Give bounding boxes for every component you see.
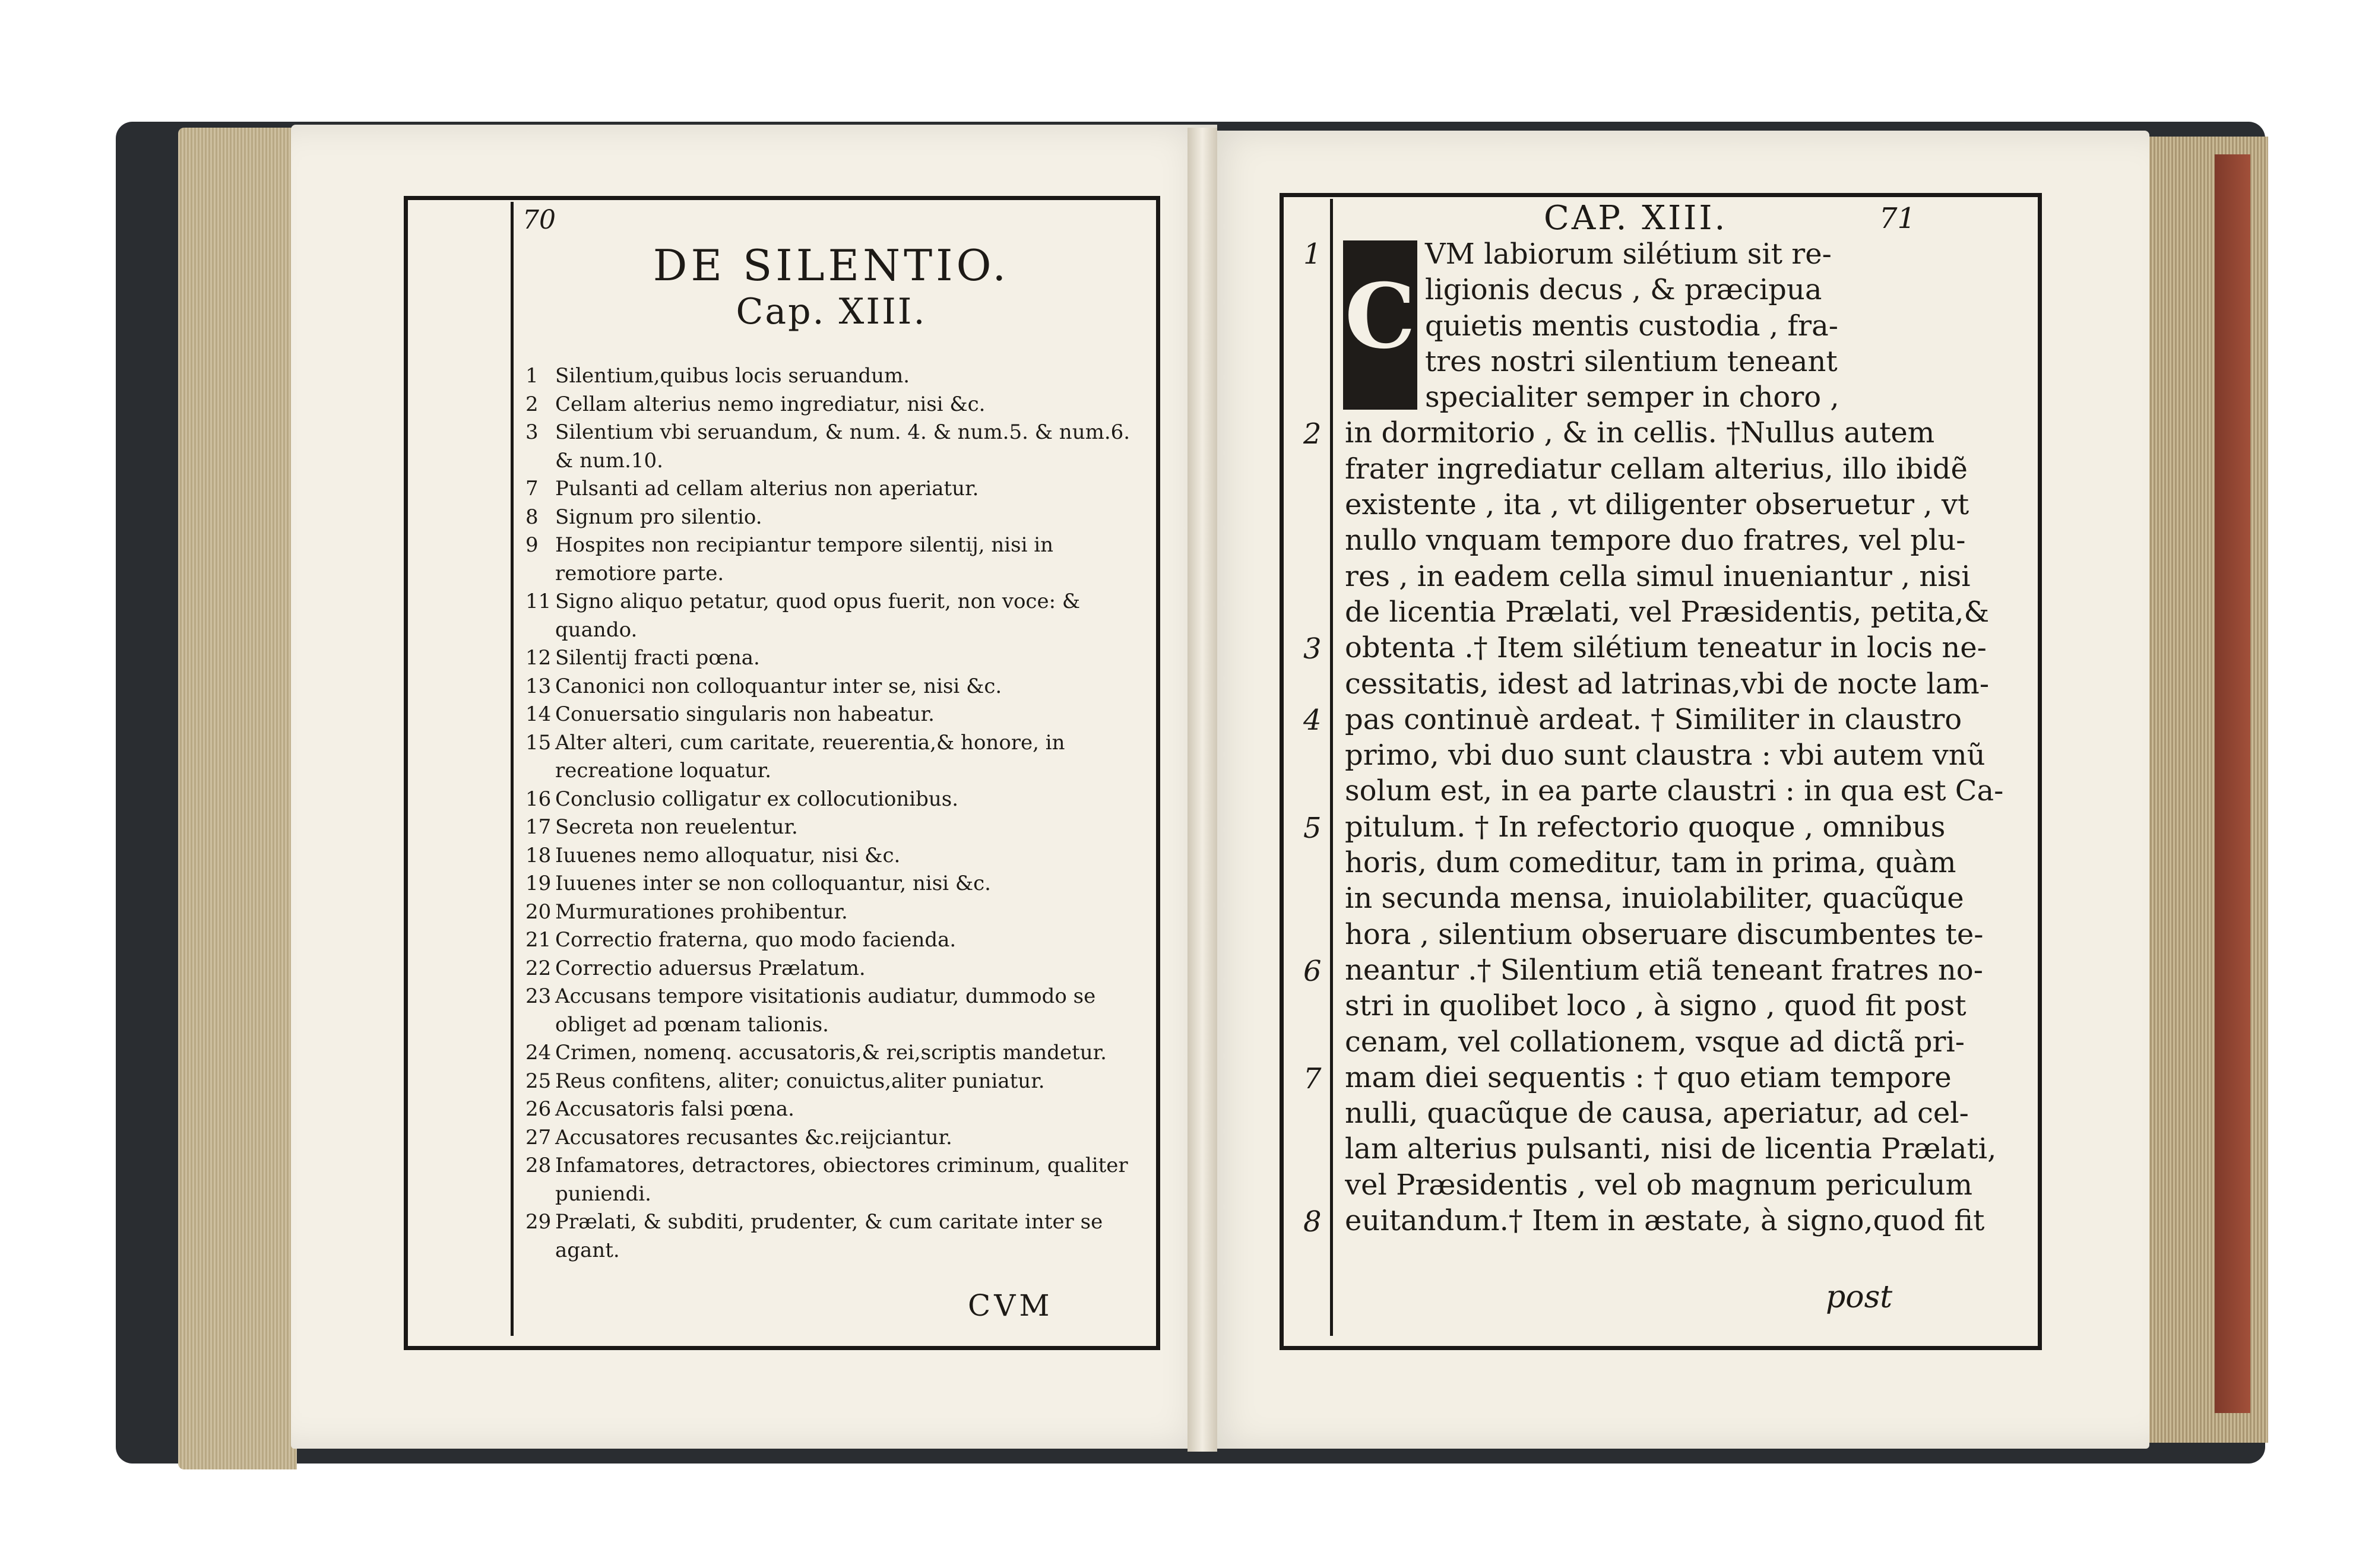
text-line: pas continuè ardeat. † Similiter in claustro <box>1345 702 1962 736</box>
list-item: 3 Silentium vbi seruandum, & num. 4. & num.5. & num.6. & num.10. <box>525 420 1130 473</box>
text-line: ligionis decus , & præcipua <box>1425 273 1822 307</box>
text-line: primo, vbi duo sunt claustra : vbi autem vnũ <box>1345 739 1986 772</box>
margin-number: 4 <box>1303 704 1322 737</box>
book-gutter <box>1188 128 1217 1452</box>
list-item: 23 Accusans tempore visitationis audiatur, dummodo se obliget ad pœnam talionis. <box>525 984 1096 1037</box>
list-item: 26 Accusatoris falsi pœna. <box>525 1097 794 1121</box>
list-item: 20 Murmurationes prohibentur. <box>525 899 848 924</box>
margin-number: 7 <box>1303 1062 1322 1095</box>
list-item: 16 Conclusio colligatur ex collocutionibus. <box>525 787 959 811</box>
margin-number: 2 <box>1303 417 1322 451</box>
left-catchword: CVM <box>968 1288 1053 1323</box>
text-line: quietis mentis custodia , fra- <box>1425 309 1838 343</box>
text-line: stri in quolibet loco , à signo , quod fit post <box>1345 989 1966 1023</box>
margin-number: 1 <box>1303 237 1322 271</box>
right-page-number: 71 <box>1879 202 1916 235</box>
text-line: existente , ita , vt diligenter obseruetur , vt <box>1345 488 1969 522</box>
list-item: 7 Pulsanti ad cellam alterius non aperiatur. <box>525 477 979 501</box>
list-item: 28 Infamatores, detractores, obiectores criminum, qualiter puniendi. <box>525 1154 1128 1206</box>
text-line: cessitatis, idest ad latrinas,vbi de nocte lam- <box>1345 667 1990 701</box>
text-line: obtenta .† Item silétium teneatur in locis ne- <box>1345 631 1987 665</box>
text-line: specialiter semper in choro , <box>1425 381 1839 414</box>
text-line: frater ingrediatur cellam alterius, illo ibidẽ <box>1345 452 1968 486</box>
margin-number: 8 <box>1303 1205 1322 1238</box>
text-line: hora , silentium obseruare discumbentes te- <box>1345 917 1984 951</box>
text-line: euitandum.† Item in æstate, à signo,quod fit <box>1345 1204 1985 1238</box>
text-line: vel Præsidentis , vel ob magnum periculum <box>1345 1168 1973 1202</box>
margin-number: 6 <box>1303 955 1322 988</box>
chapter-contents-list <box>525 362 1143 1265</box>
list-item: 25 Reus confitens, aliter; conuictus,aliter puniatur. <box>525 1069 1045 1093</box>
list-item: 12 Silentij fracti pœna. <box>525 646 760 670</box>
chapter-title: DE SILENTIO. <box>653 240 1010 290</box>
list-item: 9 Hospites non recipiantur tempore silentij, nisi in remotiore parte. <box>525 533 1054 585</box>
text-line: tres nostri silentium teneant <box>1425 344 1838 378</box>
margin-number: 5 <box>1303 812 1322 845</box>
text-line: horis, dum comeditur, tam in prima, quàm <box>1345 846 1956 880</box>
list-item: 14 Conuersatio singularis non habeatur. <box>525 702 935 726</box>
list-item: 11 Signo aliquo petatur, quod opus fuerit, non voce: & quando. <box>525 590 1081 642</box>
text-line: neantur .† Silentium etiã teneant fratres no- <box>1345 953 1983 987</box>
list-item: 15 Alter alteri, cum caritate, reuerentia,& honore, in recreatione loquatur. <box>525 730 1065 783</box>
list-item: 13 Canonici non colloquantur inter se, nisi &c. <box>525 674 1002 698</box>
list-item: 22 Correctio aduersus Prælatum. <box>525 956 866 980</box>
list-item: 8 Signum pro silentio. <box>525 505 762 529</box>
running-head: CAP. XIII. <box>1544 199 1728 237</box>
list-item: 21 Correctio fraterna, quo modo facienda. <box>525 928 957 952</box>
text-line: cenam, vel collationem, vsque ad dictã pri- <box>1345 1025 1965 1059</box>
text-line: solum est, in ea parte claustri : in qua est Ca- <box>1345 774 2004 808</box>
list-item: 18 Iuuenes nemo alloquatur, nisi &c. <box>525 843 901 867</box>
list-item: 24 Crimen, nomenq. accusatoris,& rei,scriptis mandetur. <box>525 1041 1107 1065</box>
text-line: de licentia Prælati, vel Præsidentis, petita,& <box>1345 595 1990 629</box>
text-line: pitulum. † In refectorio quoque , omnibus <box>1345 810 1946 844</box>
text-line: mam diei sequentis : † quo etiam tempore <box>1345 1060 1952 1094</box>
right-catchword: post <box>1826 1279 1893 1315</box>
list-item: 1 Silentium,quibus locis seruandum. <box>525 364 910 388</box>
text-line: lam alterius pulsanti, nisi de licentia Prælati, <box>1345 1132 1997 1166</box>
text-line: in dormitorio , & in cellis. †Nullus autem <box>1345 416 1935 450</box>
page-edges-left <box>178 128 297 1469</box>
chapter-number: Cap. XIII. <box>736 291 927 332</box>
chapter-body-text <box>1345 236 2022 1238</box>
text-line: nullo vnquam tempore duo fratres, vel plu- <box>1345 524 1966 557</box>
text-line: nulli, quacũque de causa, aperiatur, ad cel- <box>1345 1097 1969 1130</box>
list-item: 27 Accusatores recusantes &c.reijciantur. <box>525 1125 952 1149</box>
left-page-number: 70 <box>522 205 556 235</box>
text-line: res , in eadem cella simul inueniantur , nisi <box>1345 559 1971 593</box>
text-line: in secunda mensa, inuiolabiliter, quacũque <box>1345 882 1964 916</box>
initial-letter: C <box>1344 264 1416 369</box>
list-item: 17 Secreta non reuelentur. <box>525 815 798 839</box>
margin-number: 3 <box>1303 632 1322 666</box>
list-item: 2 Cellam alterius nemo ingrediatur, nisi &c. <box>525 392 986 416</box>
list-item: 29 Prælati, & subditi, prudenter, & cum caritate inter se agant. <box>525 1210 1103 1262</box>
text-line: VM labiorum silétium sit re- <box>1425 237 1832 271</box>
red-edge <box>2215 154 2250 1413</box>
list-item: 19 Iuuenes inter se non colloquantur, nisi &c. <box>525 872 991 895</box>
